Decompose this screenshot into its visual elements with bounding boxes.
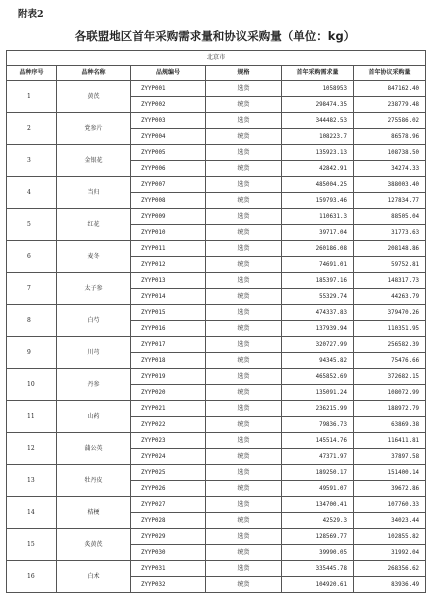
first-year-demand: 39717.04	[282, 225, 354, 241]
table-row	[7, 209, 426, 225]
first-year-demand: 134700.41	[282, 497, 354, 513]
first-year-agreed: 188972.79	[354, 401, 426, 417]
first-year-demand: 185397.16	[282, 273, 354, 289]
table-row	[7, 401, 426, 417]
spec-grade: 统货	[206, 385, 282, 401]
variety-name: 党参片	[57, 113, 131, 145]
table-row	[7, 529, 426, 545]
variety-number: 13	[7, 465, 57, 497]
variety-number: 9	[7, 337, 57, 369]
spec-grade: 选货	[206, 273, 282, 289]
region-header: 北京市	[7, 51, 426, 66]
spec-code: ZYYP009	[131, 209, 206, 225]
spec-code: ZYYP026	[131, 481, 206, 497]
spec-grade: 选货	[206, 145, 282, 161]
first-year-demand: 335445.78	[282, 561, 354, 577]
table-row	[7, 113, 426, 129]
spec-grade: 统货	[206, 129, 282, 145]
table-row	[7, 497, 426, 513]
first-year-demand: 74691.01	[282, 257, 354, 273]
first-year-agreed: 31773.63	[354, 225, 426, 241]
first-year-demand: 298474.35	[282, 97, 354, 113]
variety-name: 红花	[57, 209, 131, 241]
spec-grade: 统货	[206, 225, 282, 241]
first-year-agreed: 388003.40	[354, 177, 426, 193]
table-body	[7, 81, 426, 593]
first-year-demand: 159793.46	[282, 193, 354, 209]
spec-grade: 选货	[206, 465, 282, 481]
spec-grade: 选货	[206, 433, 282, 449]
first-year-agreed: 107760.33	[354, 497, 426, 513]
first-year-demand: 104920.61	[282, 577, 354, 593]
first-year-agreed: 34274.33	[354, 161, 426, 177]
spec-code: ZYYP032	[131, 577, 206, 593]
table-row	[7, 337, 426, 353]
variety-name: 丹参	[57, 369, 131, 401]
spec-grade: 选货	[206, 241, 282, 257]
spec-grade: 统货	[206, 353, 282, 369]
table-row	[7, 241, 426, 257]
spec-code: ZYYP020	[131, 385, 206, 401]
table-row	[7, 305, 426, 321]
variety-number: 14	[7, 497, 57, 529]
spec-grade: 选货	[206, 113, 282, 129]
col-header-name: 品种名称	[57, 66, 131, 81]
variety-number: 7	[7, 273, 57, 305]
spec-code: ZYYP022	[131, 417, 206, 433]
spec-grade: 统货	[206, 513, 282, 529]
first-year-demand: 55329.74	[282, 289, 354, 305]
first-year-demand: 79836.73	[282, 417, 354, 433]
first-year-agreed: 39672.86	[354, 481, 426, 497]
spec-code: ZYYP006	[131, 161, 206, 177]
spec-grade: 选货	[206, 337, 282, 353]
variety-name: 桔梗	[57, 497, 131, 529]
first-year-demand: 260186.08	[282, 241, 354, 257]
spec-code: ZYYP008	[131, 193, 206, 209]
table-row	[7, 177, 426, 193]
first-year-demand: 42529.3	[282, 513, 354, 529]
variety-name: 山药	[57, 401, 131, 433]
first-year-agreed: 102855.82	[354, 529, 426, 545]
variety-name: 麦冬	[57, 241, 131, 273]
first-year-demand: 42842.91	[282, 161, 354, 177]
first-year-demand: 39990.05	[282, 545, 354, 561]
first-year-agreed: 83936.49	[354, 577, 426, 593]
table-row	[7, 145, 426, 161]
first-year-demand: 135923.13	[282, 145, 354, 161]
table-title: 各联盟地区首年采购需求量和协议采购量（单位：kg）	[74, 29, 356, 43]
spec-code: ZYYP012	[131, 257, 206, 273]
spec-code: ZYYP028	[131, 513, 206, 529]
variety-name: 川芎	[57, 337, 131, 369]
table-row	[7, 369, 426, 385]
variety-number: 16	[7, 561, 57, 593]
spec-grade: 统货	[206, 97, 282, 113]
first-year-demand: 137939.94	[282, 321, 354, 337]
col-header-demand: 首年采购需求量	[282, 66, 354, 81]
col-header-code: 品规编号	[131, 66, 206, 81]
spec-grade: 统货	[206, 545, 282, 561]
first-year-agreed: 110351.95	[354, 321, 426, 337]
spec-code: ZYYP004	[131, 129, 206, 145]
variety-number: 1	[7, 81, 57, 113]
first-year-demand: 128569.77	[282, 529, 354, 545]
variety-number: 5	[7, 209, 57, 241]
procurement-table	[6, 50, 426, 593]
col-header-agreed: 首年协议采购量	[354, 66, 426, 81]
first-year-demand: 135091.24	[282, 385, 354, 401]
first-year-agreed: 108072.99	[354, 385, 426, 401]
variety-name: 白芍	[57, 305, 131, 337]
first-year-demand: 465852.69	[282, 369, 354, 385]
table-row	[7, 273, 426, 289]
spec-grade: 选货	[206, 497, 282, 513]
table-row	[7, 433, 426, 449]
spec-code: ZYYP011	[131, 241, 206, 257]
first-year-demand: 108223.7	[282, 129, 354, 145]
spec-code: ZYYP016	[131, 321, 206, 337]
first-year-demand: 110631.3	[282, 209, 354, 225]
first-year-agreed: 372682.15	[354, 369, 426, 385]
spec-code: ZYYP029	[131, 529, 206, 545]
spec-code: ZYYP021	[131, 401, 206, 417]
first-year-agreed: 75476.66	[354, 353, 426, 369]
spec-code: ZYYP017	[131, 337, 206, 353]
first-year-agreed: 151400.14	[354, 465, 426, 481]
spec-grade: 选货	[206, 305, 282, 321]
spec-grade: 统货	[206, 577, 282, 593]
variety-name: 炙黄芪	[57, 529, 131, 561]
variety-number: 12	[7, 433, 57, 465]
variety-name: 白术	[57, 561, 131, 593]
first-year-agreed: 379470.26	[354, 305, 426, 321]
variety-number: 2	[7, 113, 57, 145]
first-year-agreed: 275586.02	[354, 113, 426, 129]
variety-name: 金银花	[57, 145, 131, 177]
first-year-agreed: 108738.50	[354, 145, 426, 161]
spec-code: ZYYP013	[131, 273, 206, 289]
spec-grade: 统货	[206, 481, 282, 497]
spec-grade: 选货	[206, 209, 282, 225]
variety-number: 4	[7, 177, 57, 209]
first-year-agreed: 31992.04	[354, 545, 426, 561]
spec-code: ZYYP015	[131, 305, 206, 321]
first-year-agreed: 148317.73	[354, 273, 426, 289]
variety-name: 牡丹皮	[57, 465, 131, 497]
appendix-label: 附表2	[18, 9, 44, 20]
first-year-agreed: 208148.86	[354, 241, 426, 257]
variety-number: 10	[7, 369, 57, 401]
first-year-agreed: 88505.04	[354, 209, 426, 225]
variety-name: 当归	[57, 177, 131, 209]
spec-code: ZYYP005	[131, 145, 206, 161]
spec-grade: 统货	[206, 417, 282, 433]
spec-code: ZYYP025	[131, 465, 206, 481]
spec-code: ZYYP031	[131, 561, 206, 577]
variety-name: 黄芪	[57, 81, 131, 113]
spec-code: ZYYP023	[131, 433, 206, 449]
spec-grade: 选货	[206, 561, 282, 577]
spec-grade: 选货	[206, 529, 282, 545]
first-year-agreed: 86578.96	[354, 129, 426, 145]
col-header-no: 品种序号	[7, 66, 57, 81]
spec-grade: 统货	[206, 289, 282, 305]
first-year-demand: 189250.17	[282, 465, 354, 481]
first-year-demand: 485004.25	[282, 177, 354, 193]
spec-grade: 统货	[206, 257, 282, 273]
spec-code: ZYYP019	[131, 369, 206, 385]
spec-code: ZYYP001	[131, 81, 206, 97]
table-row	[7, 81, 426, 97]
spec-code: ZYYP007	[131, 177, 206, 193]
spec-code: ZYYP018	[131, 353, 206, 369]
spec-grade: 统货	[206, 449, 282, 465]
variety-name: 蒲公英	[57, 433, 131, 465]
variety-number: 3	[7, 145, 57, 177]
first-year-agreed: 268356.62	[354, 561, 426, 577]
spec-code: ZYYP024	[131, 449, 206, 465]
variety-number: 11	[7, 401, 57, 433]
first-year-agreed: 116411.81	[354, 433, 426, 449]
first-year-agreed: 59752.81	[354, 257, 426, 273]
first-year-agreed: 127834.77	[354, 193, 426, 209]
first-year-demand: 236215.99	[282, 401, 354, 417]
spec-code: ZYYP014	[131, 289, 206, 305]
spec-grade: 选货	[206, 81, 282, 97]
spec-grade: 统货	[206, 193, 282, 209]
spec-code: ZYYP027	[131, 497, 206, 513]
variety-number: 6	[7, 241, 57, 273]
first-year-agreed: 63869.38	[354, 417, 426, 433]
col-header-spec: 规格	[206, 66, 282, 81]
spec-grade: 选货	[206, 369, 282, 385]
first-year-agreed: 256582.39	[354, 337, 426, 353]
first-year-demand: 344482.53	[282, 113, 354, 129]
spec-code: ZYYP002	[131, 97, 206, 113]
first-year-demand: 49591.07	[282, 481, 354, 497]
variety-number: 8	[7, 305, 57, 337]
spec-code: ZYYP010	[131, 225, 206, 241]
first-year-demand: 1058953	[282, 81, 354, 97]
variety-name: 太子参	[57, 273, 131, 305]
spec-grade: 选货	[206, 177, 282, 193]
first-year-demand: 94345.82	[282, 353, 354, 369]
first-year-demand: 47371.97	[282, 449, 354, 465]
table-row	[7, 561, 426, 577]
first-year-demand: 145514.76	[282, 433, 354, 449]
first-year-demand: 320727.99	[282, 337, 354, 353]
spec-grade: 统货	[206, 321, 282, 337]
spec-grade: 统货	[206, 161, 282, 177]
first-year-agreed: 34023.44	[354, 513, 426, 529]
variety-number: 15	[7, 529, 57, 561]
first-year-agreed: 44263.79	[354, 289, 426, 305]
spec-grade: 选货	[206, 401, 282, 417]
table-row	[7, 465, 426, 481]
first-year-agreed: 37897.58	[354, 449, 426, 465]
first-year-agreed: 847162.40	[354, 81, 426, 97]
spec-code: ZYYP003	[131, 113, 206, 129]
first-year-agreed: 238779.48	[354, 97, 426, 113]
spec-code: ZYYP030	[131, 545, 206, 561]
first-year-demand: 474337.83	[282, 305, 354, 321]
